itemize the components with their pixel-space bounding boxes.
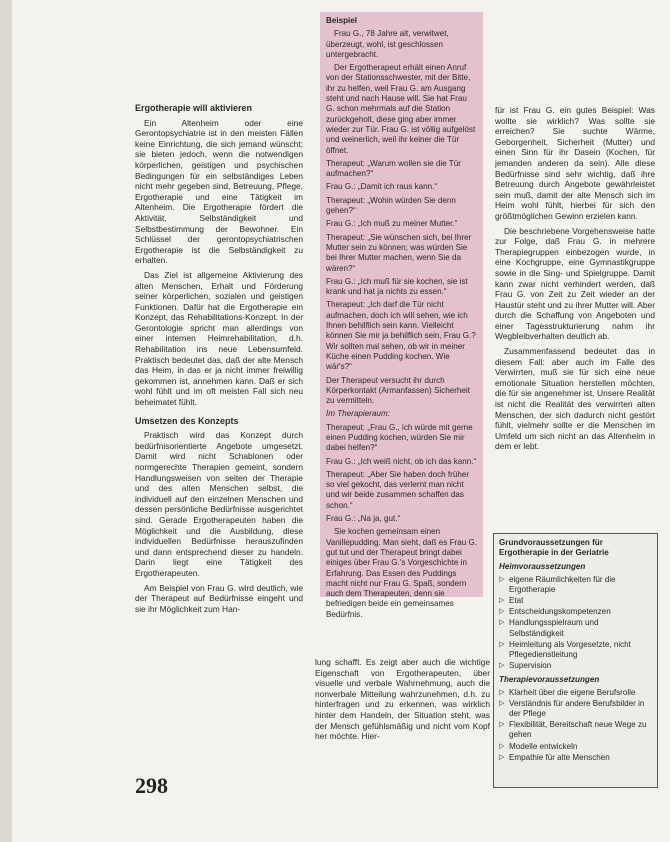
list-item: ▷ eigene Räumlichkeiten für die Ergotherapie	[499, 575, 652, 595]
list-item: ▷ Etat	[499, 596, 652, 606]
example-paragraph: Der Ergotherapeut erhält einen Anruf von der Stationsschwester, mit der Bitte, ihr zu helfen, weil Frau G. am Ausgang steht und nach Hause will. Sie hat Frau G. schon mehrmals auf die Station zurückgeholt, diese ging aber immer wieder zur Tür. Frau G. ist völlig aufgelöst und weinerlich, weil ihr keiner die Tür öffnet.	[326, 63, 476, 155]
paragraph: Praktisch wird das Konzept durch bedürfnisorientierte Angebote umgesetzt. Damit wird nicht Schablonen oder normgerechte Therapien gemeint, sondern Handlungsweisen von seiten der Therapie und des alten Menschen selbst, die individuell auf den einzelnen Menschen und dessen persönliche Bedürfnisse ausgerichtet sind. Gerade Ergotherapeuten haben die Möglichkeit und die Ausbildung, diese individuellen Bedürfnisse herauszufinden und dann entsprechend dieser zu handeln. Darin liegt eine Tätigkeit des Ergotherapeuten.	[135, 430, 303, 578]
list-item: ▷ Entscheidungskompetenzen	[499, 607, 652, 617]
requirements-title: Grundvoraussetzungen für Ergotherapie in der Geriatrie	[499, 538, 609, 558]
dialogue-line: Therapeut: „Ich darf die Tür nicht aufmachen, doch ich will sehen, wie ich Ihnen behilflich sein kann. Vielleicht können Sie mir ja behilflich sein, Frau G.? Wir sollten mal sehen, ob wir in meiner Küche einen Pudding kochen. Wie wär's?“	[326, 300, 476, 372]
section-heading: Ergotherapie will aktivieren	[135, 103, 253, 113]
list-item: ▷ Heimleitung als Vorgesetzte, nicht Pflegedienstleitung	[499, 640, 652, 660]
paragraph: Zusammenfassend bedeutet das in diesem Fall: aber auch im Falle des Verwirrten, muß sie für sich eine neue emotionale Situation herstellen möchten, die für sie angenehmer ist. Unsere Realität ist nicht die Realität des verwirrten alten Menschen, der sich dadurch nicht gestört fühlt, vielmehr sollte er die Menschen im Umfeld um sich nicht an das Altenheim in dem er lebt.	[495, 346, 655, 452]
dialogue-line: Frau G.: „Na ja, gut.“	[326, 514, 401, 524]
paragraph: für ist Frau G. ein gutes Beispiel: Was wollte sie wirklich? Was sollte sie erreichen? Sie suchte Wärme, Geborgenheit, Sicherheit (Mutter) und einen Sinn für ihr Dasein (Kochen, für jemanden anderen da sein). Alle diese Bedürfnisse sind sehr wichtig, daß ihre Betreuung durch Angebote gewährleistet sein muß, damit der alte Mensch sich im Heim wohl fühlt, hierbei für sich den größtmöglichen Gewinn erzielen kann.	[495, 105, 655, 221]
list-item: ▷ Handlungsspielraum und Selbständigkeit	[499, 618, 652, 638]
list-item: ▷ Verständnis für andere Berufsbilder in der Pflege	[499, 699, 652, 719]
section-heading: Umsetzen des Konzepts	[135, 415, 239, 426]
requirements-subheading: Therapievoraussetzungen	[499, 675, 600, 685]
list-item: ▷ Modelle entwickeln	[499, 742, 652, 752]
requirements-list	[499, 688, 652, 763]
right-column	[495, 105, 655, 456]
dialogue-line: Therapeut: „Wohin würden Sie denn gehen?“	[326, 195, 456, 216]
paragraph: Am Beispiel von Frau G. wird deutlich, wie der Therapeut auf Bedürfnisse eingeht und sie ihr Möglichkeit zum Han-	[135, 582, 303, 614]
dialogue-line: Therapeut: „Frau G., ich würde mit gerne einen Pudding kochen, würden Sie mir dabei helfen?“	[326, 422, 473, 453]
dialogue-line: Therapeut: „Sie wünschen sich, bei Ihrer Mutter sein zu können; was würden Sie bei Ihrer Mutter machen, wenn Sie da wären?“	[326, 232, 472, 273]
page-number: 298	[135, 773, 168, 798]
example-box	[320, 12, 483, 619]
left-column	[135, 103, 303, 618]
requirements-box	[493, 533, 658, 788]
dialogue-line: Frau G.: „Ich muß für sie kochen, sie ist krank und hat ja nichts zu essen.“	[326, 276, 468, 297]
list-item: ▷ Empathie für alte Menschen	[499, 753, 652, 763]
dialogue-line: Frau G.: „Ich weiß nicht, ob ich das kann.“	[326, 456, 477, 466]
requirements-list	[499, 575, 652, 672]
dialogue-line: Frau G.: „Ich muß zu meiner Mutter.“	[326, 219, 458, 229]
paragraph: Ein Altenheim oder eine Gerontopsychiatrie ist in den meisten Fällen keine Einrichtung, die sich jemand wünscht; sie bieten jedoch, wenn die notwendigen körperlichen, geistigen und psychischen Bedingungen für ein selbständiges Leben nicht mehr gegeben sind, Betreuung, Pflege, Ergotherapie und eine Tätigkeit im Altenheim. Die Ergotherapie fördert die Aktivität, Selbständigkeit und Selbstbestimmung der Bewohner. Ein Schlüssel der gerontopsychiatrischen Ergotherapie ist die Selbständigkeit zu erhalten.	[135, 117, 303, 266]
example-paragraph: Frau G., 78 Jahre alt, verwitwet, überzeugt, wohl, ist geschlossen untergebracht.	[326, 29, 449, 59]
paragraph: Das Ziel ist allgemeine Aktivierung des alten Menschen, Erhalt und Förderung seiner körperlichen, sozialen und geistigen Funktionen. Dafür hat die Ergotherapie ein Konzept, das Rehabilitations-Konzept. In der Gerontologie spricht man allerdings von einer internen Heimrehabilitation, d.h. Rehabilitation ins neue Lebensumfeld. Praktisch bedeutet das, daß der alte Mensch das Heim, in das er ja nicht immer freiwillig gekommen ist, annehmen kann. Daß er sich wohl fühlt und im oft meisten Fall sich neu beheimatet fühlt.	[135, 269, 303, 408]
dialogue-line: Therapeut: „Warum wollen sie die Tür aufmachen?“	[326, 158, 461, 179]
paragraph: lung schafft. Es zeigt aber auch die wichtige Eigenschaft von Ergotherapeuten, über visuelle und verbale Wahrnehmung, auch die nonverbale Mitteilung wahrzunehmen, d.h. zu hinterfragen und zu erkennen, was wirklich hinter dem Handeln, der Situation steht, was der Mensch gefühlsmäßig und nicht vom Kopf her möchte. Hier-	[315, 657, 490, 742]
scene-label: Im Therapieraum:	[326, 409, 390, 419]
dialogue-line: Der Therapeut versucht ihr durch Körperkontakt (Armanfassen) Sicherheit zu vermitteln.	[326, 375, 470, 406]
list-item: ▷ Supervision	[499, 661, 652, 671]
dialogue-line: Frau G.: „Damit ich raus kann.“	[326, 182, 438, 192]
list-item: ▷ Flexibilität, Bereitschaft neue Wege zu gehen	[499, 720, 652, 740]
page-edge-shadow	[0, 0, 12, 842]
paragraph: Die beschriebene Vorgehensweise hatte zur Folge, daß Frau G. in mehrere Therapiegruppen einbezogen wurde, in eine Kochgruppe, eine Gymnastikgruppe sowie in die Sing- und Spielgruppe. Damit kann zwar nicht verhindert werden, daß Frau G. von Zeit zu Zeit wieder an der Haustür steht und zu ihrer Mutter will. Aber durch die Schaffung von Angeboten und einer Tagesstrukturierung nahm ihr Wegbleibverhalten deutlich ab.	[495, 225, 655, 342]
list-item: ▷ Klarheit über die eigene Berufsrolle	[499, 688, 652, 698]
example-closing: Sie kochen gemeinsam einen Vanillepudding. Man sieht, daß es Frau G. gut tut und der Therapeut bringt dabei einiges über Frau G.'s Vorgeschichte in Erfahrung. Das Essen des Puddings macht nicht nur Frau G. Spaß, sondern auch dem Therapeuten, denn sie befriedigen beide ein gemeinsames Bedürfnis.	[326, 527, 478, 619]
dialogue-line: Therapeut: „Aber Sie haben doch früher so viel gekocht, das verlernt man nicht und wir beide zusammen schaffen das schon.“	[326, 469, 470, 510]
example-title: Beispiel	[326, 16, 358, 25]
middle-bottom-text	[315, 657, 490, 746]
requirements-subheading: Heimvoraussetzungen	[499, 562, 586, 572]
